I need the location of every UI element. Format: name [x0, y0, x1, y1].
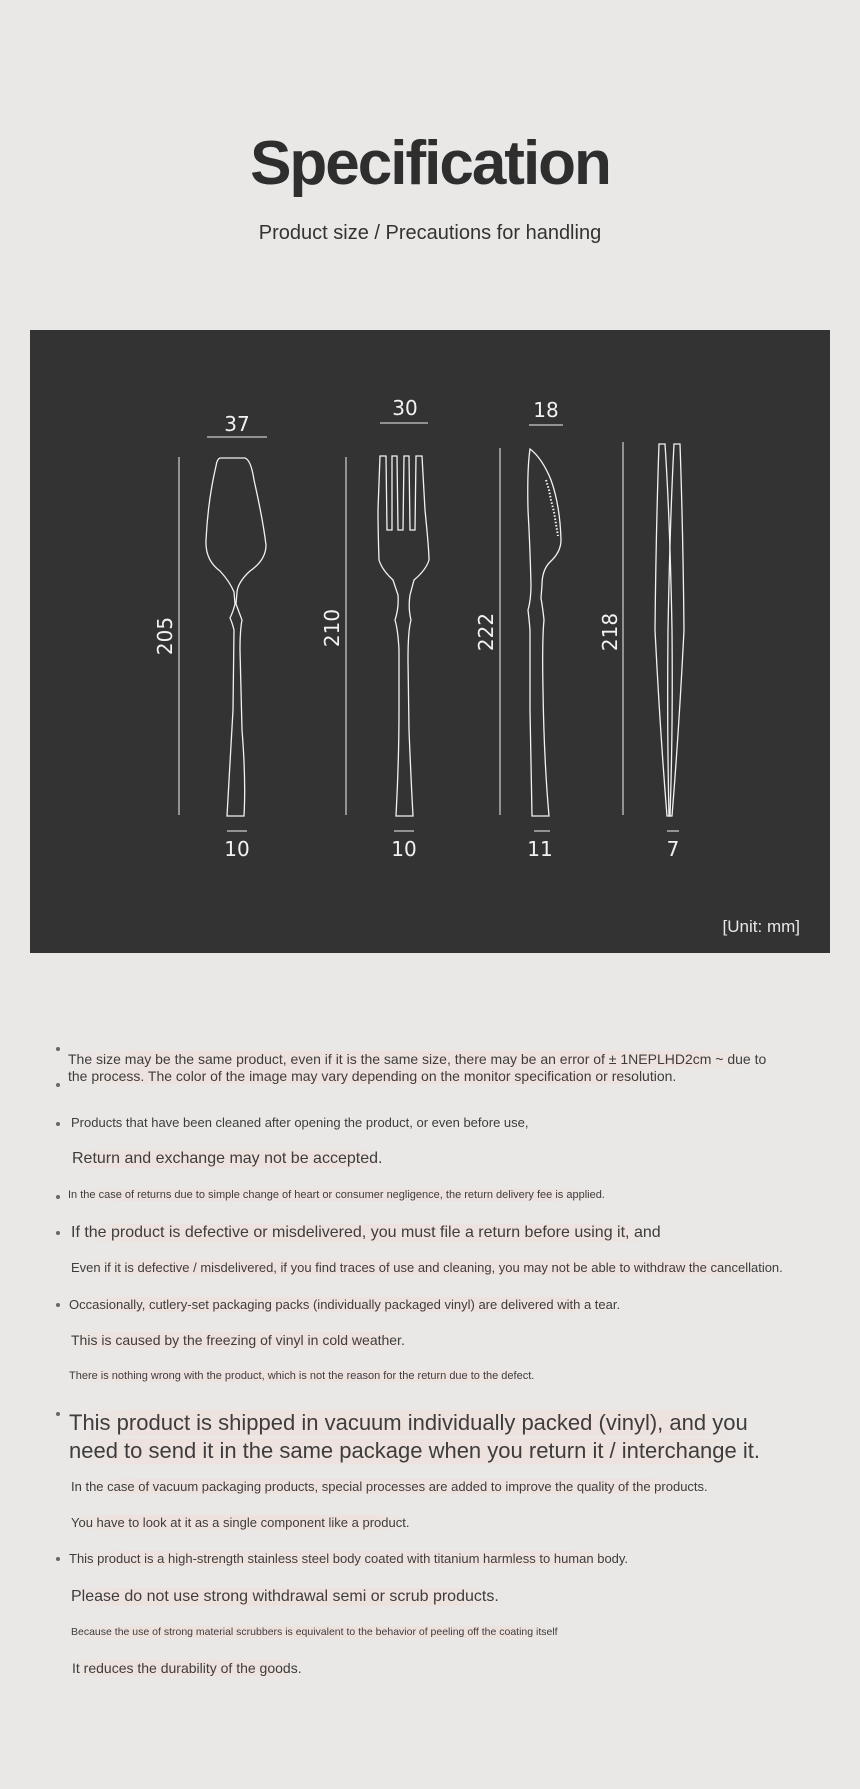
bullet: [56, 1122, 60, 1126]
note-no-scrub: Please do not use strong withdrawal semi or scrub products.: [71, 1588, 499, 1605]
knife-handle-width-label: 11: [527, 837, 553, 861]
note-cleaned-products: Products that have been cleaned after opening the product, or even before use,: [71, 1115, 529, 1130]
cutlery-diagram: [30, 330, 830, 953]
fork-length-label: 210: [320, 608, 344, 648]
chopsticks-width-label: 7: [666, 837, 680, 861]
bullet: [56, 1047, 60, 1051]
spoon-width-label: 37: [224, 412, 250, 436]
note-torn-packaging: Occasionally, cutlery-set packaging packs (individually packaged vinyl) are delivered with a tear.: [69, 1297, 621, 1312]
note-return-fee: In the case of returns due to simple change of heart or consumer negligence, the return delivery fee is applied.: [68, 1189, 605, 1201]
bullet: [56, 1303, 60, 1307]
spoon-outline: [179, 437, 267, 831]
fork-outline: [346, 423, 429, 831]
knife-outline: [500, 425, 563, 831]
note-vacuum-pack-2: need to send it in the same package when you return it / interchange it.: [69, 1438, 760, 1463]
size-diagram-panel: [30, 330, 830, 953]
page-title: Specification: [250, 129, 610, 198]
bullet: [56, 1557, 60, 1561]
note-size-error-2: the process. The color of the image may vary depending on the monitor specification or resolution.: [68, 1068, 677, 1084]
note-not-defect: There is nothing wrong with the product, which is not the reason for the return due to the defect.: [69, 1370, 535, 1382]
knife-width-label: 18: [533, 398, 559, 422]
fork-handle-width-label: 10: [391, 837, 417, 861]
note-traces-of-use: Even if it is defective / misdelivered, if you find traces of use and cleaning, you may not be able to withdraw the cancellation.: [71, 1260, 783, 1275]
note-size-error-1: The size may be the same product, even if it is the same size, there may be an error of ± 1NEPLHD2cm ~ due to: [68, 1051, 767, 1067]
note-vacuum-pack-1: This product is shipped in vacuum individually packed (vinyl), and you: [69, 1410, 748, 1435]
note-freezing-vinyl: This is caused by the freezing of vinyl in cold weather.: [71, 1332, 405, 1348]
note-durability: It reduces the durability of the goods.: [72, 1660, 302, 1676]
note-single-component: You have to look at it as a single component like a product.: [71, 1515, 410, 1530]
note-peeling-coating: Because the use of strong material scrubbers is equivalent to the behavior of peeling off the coating itself: [71, 1626, 558, 1638]
spoon-length-label: 205: [153, 616, 177, 656]
fork-width-label: 30: [392, 396, 418, 420]
page-subtitle: Product size / Precautions for handling: [258, 222, 602, 244]
chopsticks-length-label: 218: [598, 612, 622, 652]
note-defective-return: If the product is defective or misdelivered, you must file a return before using it, and: [71, 1224, 661, 1241]
note-no-return: Return and exchange may not be accepted.: [72, 1150, 383, 1167]
chopsticks-outline: [623, 442, 684, 831]
spoon-handle-width-label: 10: [224, 837, 250, 861]
note-special-process: In the case of vacuum packaging products, special processes are added to improve the quality of the products.: [71, 1479, 708, 1494]
note-titanium-coating: This product is a high-strength stainless steel body coated with titanium harmless to human body.: [69, 1551, 629, 1566]
bullet: [56, 1412, 60, 1416]
unit-label: [Unit: mm]: [722, 917, 800, 936]
knife-length-label: 222: [474, 612, 498, 652]
bullet: [56, 1231, 60, 1235]
bullet: [56, 1195, 60, 1199]
bullet: [56, 1083, 60, 1087]
